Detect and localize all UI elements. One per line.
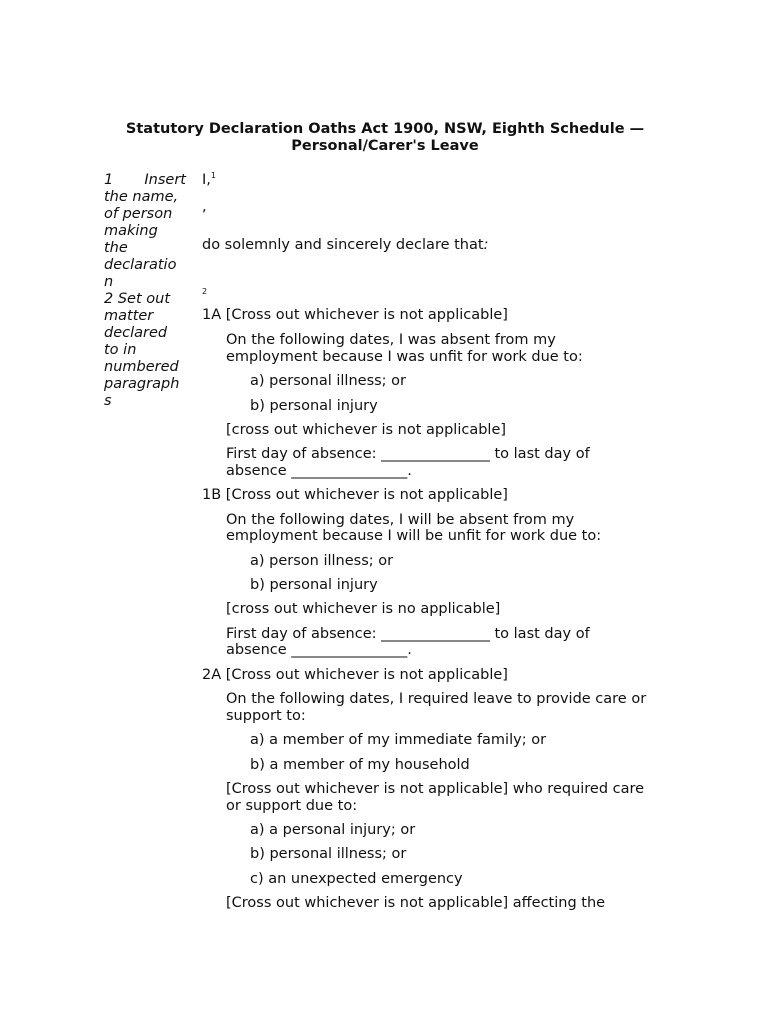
section-2a-para: On the following dates, I required leave to provide care or bbox=[226, 691, 647, 707]
section-2a-para: support to: bbox=[226, 708, 306, 724]
section-2a-reason-b: b) personal illness; or bbox=[250, 846, 407, 862]
section-1b-cross: [cross out whichever is no applicable] bbox=[226, 601, 501, 617]
comma-line: , bbox=[202, 199, 207, 215]
section-1a-heading: 1A [Cross out whichever is not applicable] bbox=[202, 307, 508, 323]
section-1a-item-b: b) personal injury bbox=[250, 398, 378, 414]
title-line-1: Statutory Declaration Oaths Act 1900, NSW, Eighth Schedule — bbox=[125, 121, 645, 137]
intro-i: I, bbox=[202, 172, 211, 188]
margin-note-2-line: matter bbox=[104, 308, 154, 324]
declare-colon: : bbox=[483, 237, 489, 253]
section-1b-dates: absence ________________. bbox=[226, 642, 412, 658]
section-1b-item-a: a) person illness; or bbox=[250, 553, 394, 569]
margin-note-2-line: declared bbox=[104, 325, 168, 341]
footnote-ref-2: 2 bbox=[202, 287, 208, 296]
declare-line bbox=[202, 237, 488, 254]
margin-note-2 bbox=[104, 291, 186, 410]
footnote-ref-1: 1 bbox=[210, 171, 216, 180]
section-2a-para-3: [Cross out whichever is not applicable] affecting the bbox=[226, 895, 606, 911]
title-line-2: Personal/Carer's Leave bbox=[291, 138, 479, 154]
section-1a-dates: absence ________________. bbox=[226, 463, 412, 479]
section-2a-para-2: [Cross out whichever is not applicable] who required care bbox=[226, 781, 645, 797]
margin-note-2-line: s bbox=[104, 393, 112, 409]
margin-note-1-line: the name, bbox=[104, 189, 179, 205]
section-2a-heading: 2A [Cross out whichever is not applicable] bbox=[202, 667, 508, 683]
section-1b-para: employment because I will be unfit for work due to: bbox=[226, 528, 602, 544]
margin-note-2-line: 2 Set out bbox=[104, 291, 171, 307]
section-1b-para: On the following dates, I will be absent from my bbox=[226, 512, 575, 528]
section-1b-dates: First day of absence: _______________ to last day of bbox=[226, 626, 590, 642]
margin-note-1-line: the bbox=[104, 240, 128, 256]
section-1a-dates: First day of absence: _______________ to last day of bbox=[226, 446, 590, 462]
section-1b-heading: 1B [Cross out whichever is not applicable] bbox=[202, 487, 508, 503]
section-2a-item-a: a) a member of my immediate family; or bbox=[250, 732, 547, 748]
section-2a-para-2: or support due to: bbox=[226, 798, 358, 814]
section-1b-item-b: b) personal injury bbox=[250, 577, 378, 593]
margin-note-1-line: making bbox=[104, 223, 158, 239]
margin-note-2-line: paragraph bbox=[104, 376, 180, 392]
margin-note-1-number: 1 bbox=[104, 172, 114, 188]
declare-text: do solemnly and sincerely declare that bbox=[202, 237, 484, 253]
margin-note-1-line: n bbox=[104, 274, 114, 290]
section-1a-item-a: a) personal illness; or bbox=[250, 373, 407, 389]
margin-note-2-line: to in bbox=[104, 342, 137, 358]
section-2a-reason-c: c) an unexpected emergency bbox=[250, 871, 463, 887]
section-2a-item-b: b) a member of my household bbox=[250, 757, 470, 773]
margin-note-1-first: Insert bbox=[144, 172, 186, 188]
document-title bbox=[90, 121, 680, 155]
section-1a-cross: [cross out whichever is not applicable] bbox=[226, 422, 507, 438]
margin-note-1-line: declaratio bbox=[104, 257, 177, 273]
margin-note-2-line: numbered bbox=[104, 359, 179, 375]
declarant-line bbox=[202, 172, 216, 189]
footnote-ref-2-line bbox=[202, 288, 207, 305]
section-1a-para: employment because I was unfit for work due to: bbox=[226, 349, 583, 365]
section-2a-reason-a: a) a personal injury; or bbox=[250, 822, 416, 838]
margin-note-1-line: of person bbox=[104, 206, 173, 222]
section-1a-para: On the following dates, I was absent from my bbox=[226, 332, 556, 348]
margin-note-1 bbox=[104, 172, 186, 291]
